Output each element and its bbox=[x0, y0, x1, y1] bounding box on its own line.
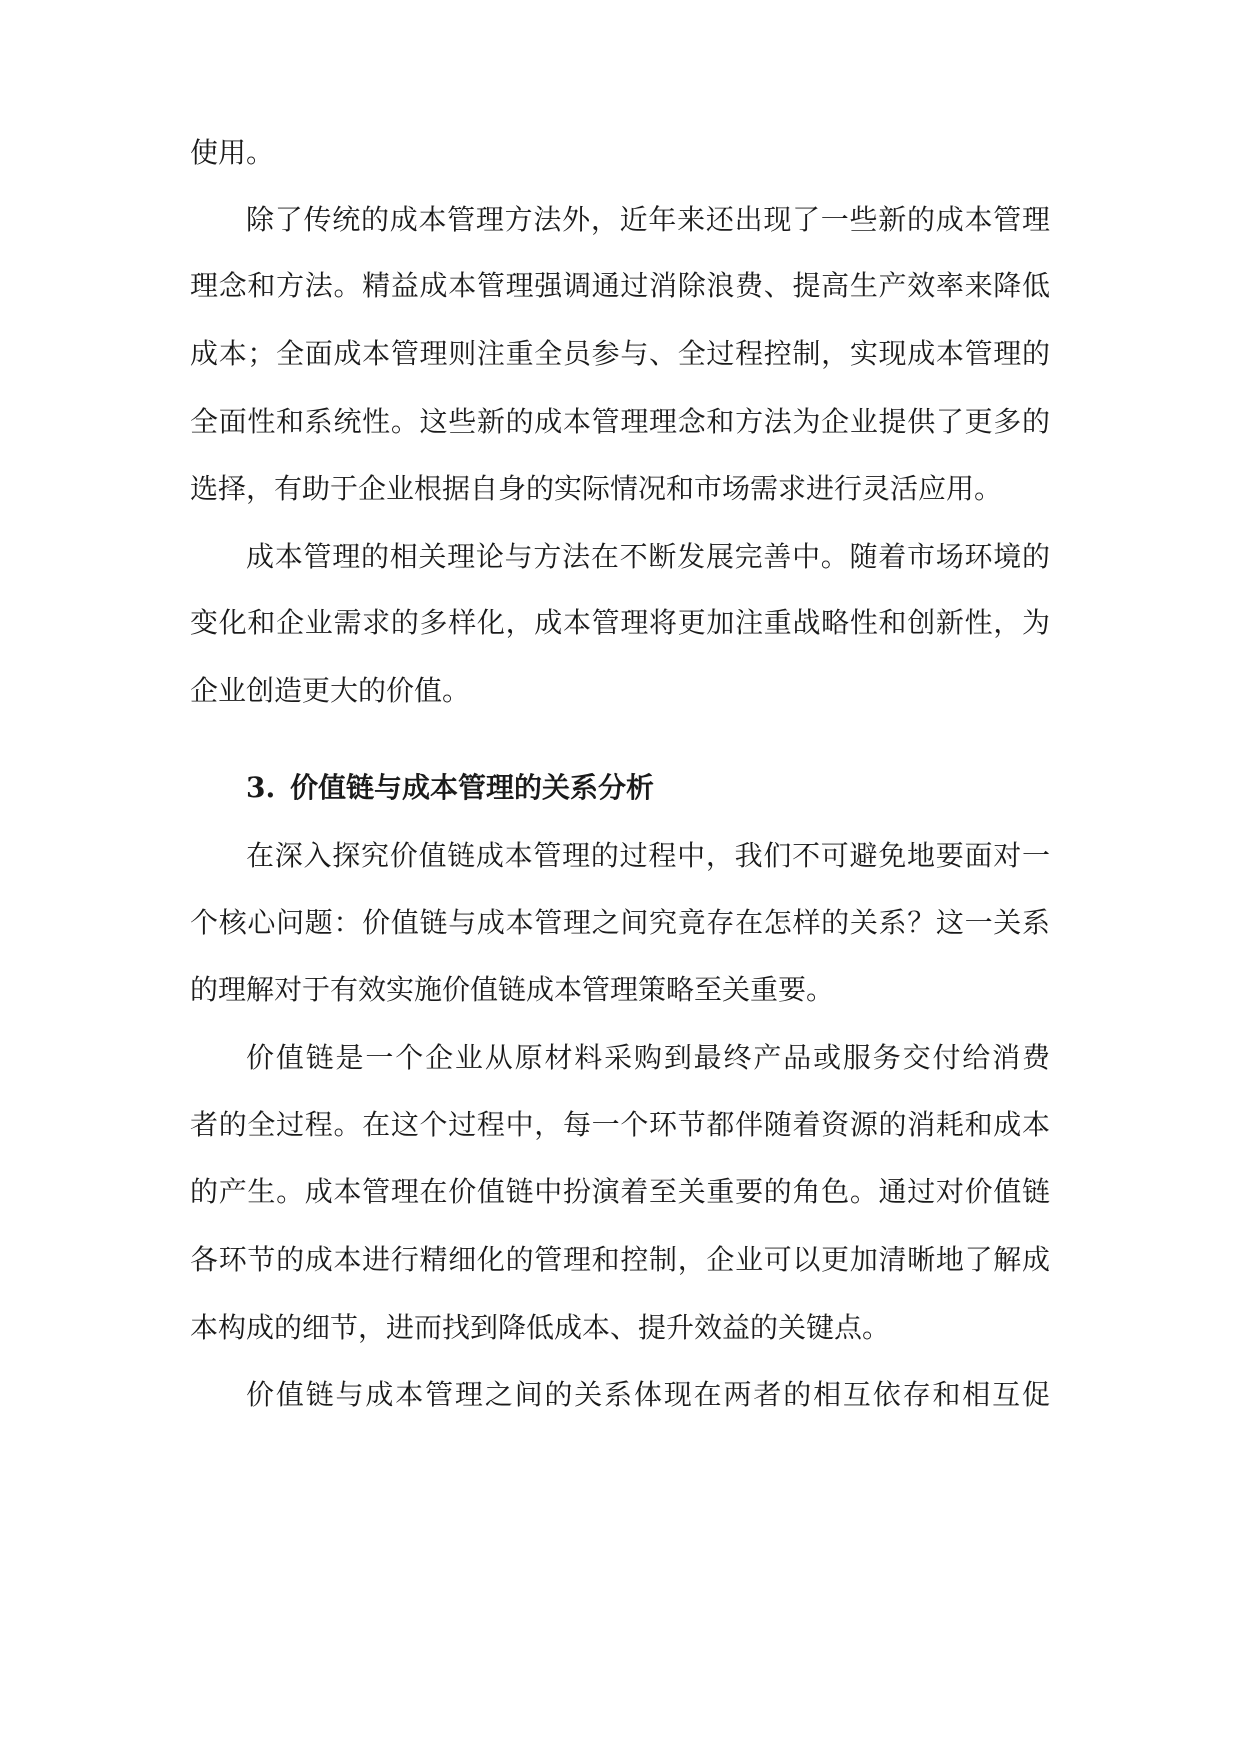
section-title: 价值链与成本管理的关系分析 bbox=[290, 771, 655, 804]
section-number: 3. bbox=[246, 771, 276, 804]
paragraph-line: 在深入探究价值链成本管理的过程中，我们不可避免地要面对一 bbox=[246, 839, 1050, 872]
section-heading bbox=[246, 766, 654, 810]
paragraph-line: 的理解对于有效实施价值链成本管理策略至关重要。 bbox=[190, 973, 835, 1006]
paragraph-line: 价值链与成本管理之间的关系体现在两者的相互依存和相互促 bbox=[246, 1378, 1050, 1411]
paragraph-line: 的产生。成本管理在价值链中扮演着至关重要的角色。通过对价值链 bbox=[190, 1175, 1050, 1208]
paragraph-line: 使用。 bbox=[190, 136, 275, 169]
paragraph-line: 变化和企业需求的多样化，成本管理将更加注重战略性和创新性，为 bbox=[190, 606, 1050, 639]
paragraph-line: 全面性和系统性。这些新的成本管理理念和方法为企业提供了更多的 bbox=[190, 405, 1050, 438]
paragraph-line: 成本；全面成本管理则注重全员参与、全过程控制，实现成本管理的 bbox=[190, 337, 1050, 370]
paragraph-line: 个核心问题：价值链与成本管理之间究竟存在怎样的关系？这一关系 bbox=[190, 906, 1050, 939]
paragraph-line: 者的全过程。在这个过程中，每一个环节都伴随着资源的消耗和成本 bbox=[190, 1108, 1050, 1141]
paragraph-line: 选择，有助于企业根据自身的实际情况和市场需求进行灵活应用。 bbox=[190, 472, 1003, 505]
paragraph-line: 价值链是一个企业从原材料采购到最终产品或服务交付给消费 bbox=[246, 1041, 1050, 1074]
paragraph-line: 本构成的细节，进而找到降低成本、提升效益的关键点。 bbox=[190, 1311, 891, 1344]
paragraph-line: 除了传统的成本管理方法外，近年来还出现了一些新的成本管理 bbox=[246, 203, 1050, 236]
paragraph-line: 各环节的成本进行精细化的管理和控制，企业可以更加清晰地了解成 bbox=[190, 1243, 1050, 1276]
paragraph-line: 企业创造更大的价值。 bbox=[190, 674, 471, 707]
paragraph-line: 成本管理的相关理论与方法在不断发展完善中。随着市场环境的 bbox=[246, 540, 1050, 573]
paragraph-line: 理念和方法。精益成本管理强调通过消除浪费、提高生产效率来降低 bbox=[190, 269, 1050, 302]
